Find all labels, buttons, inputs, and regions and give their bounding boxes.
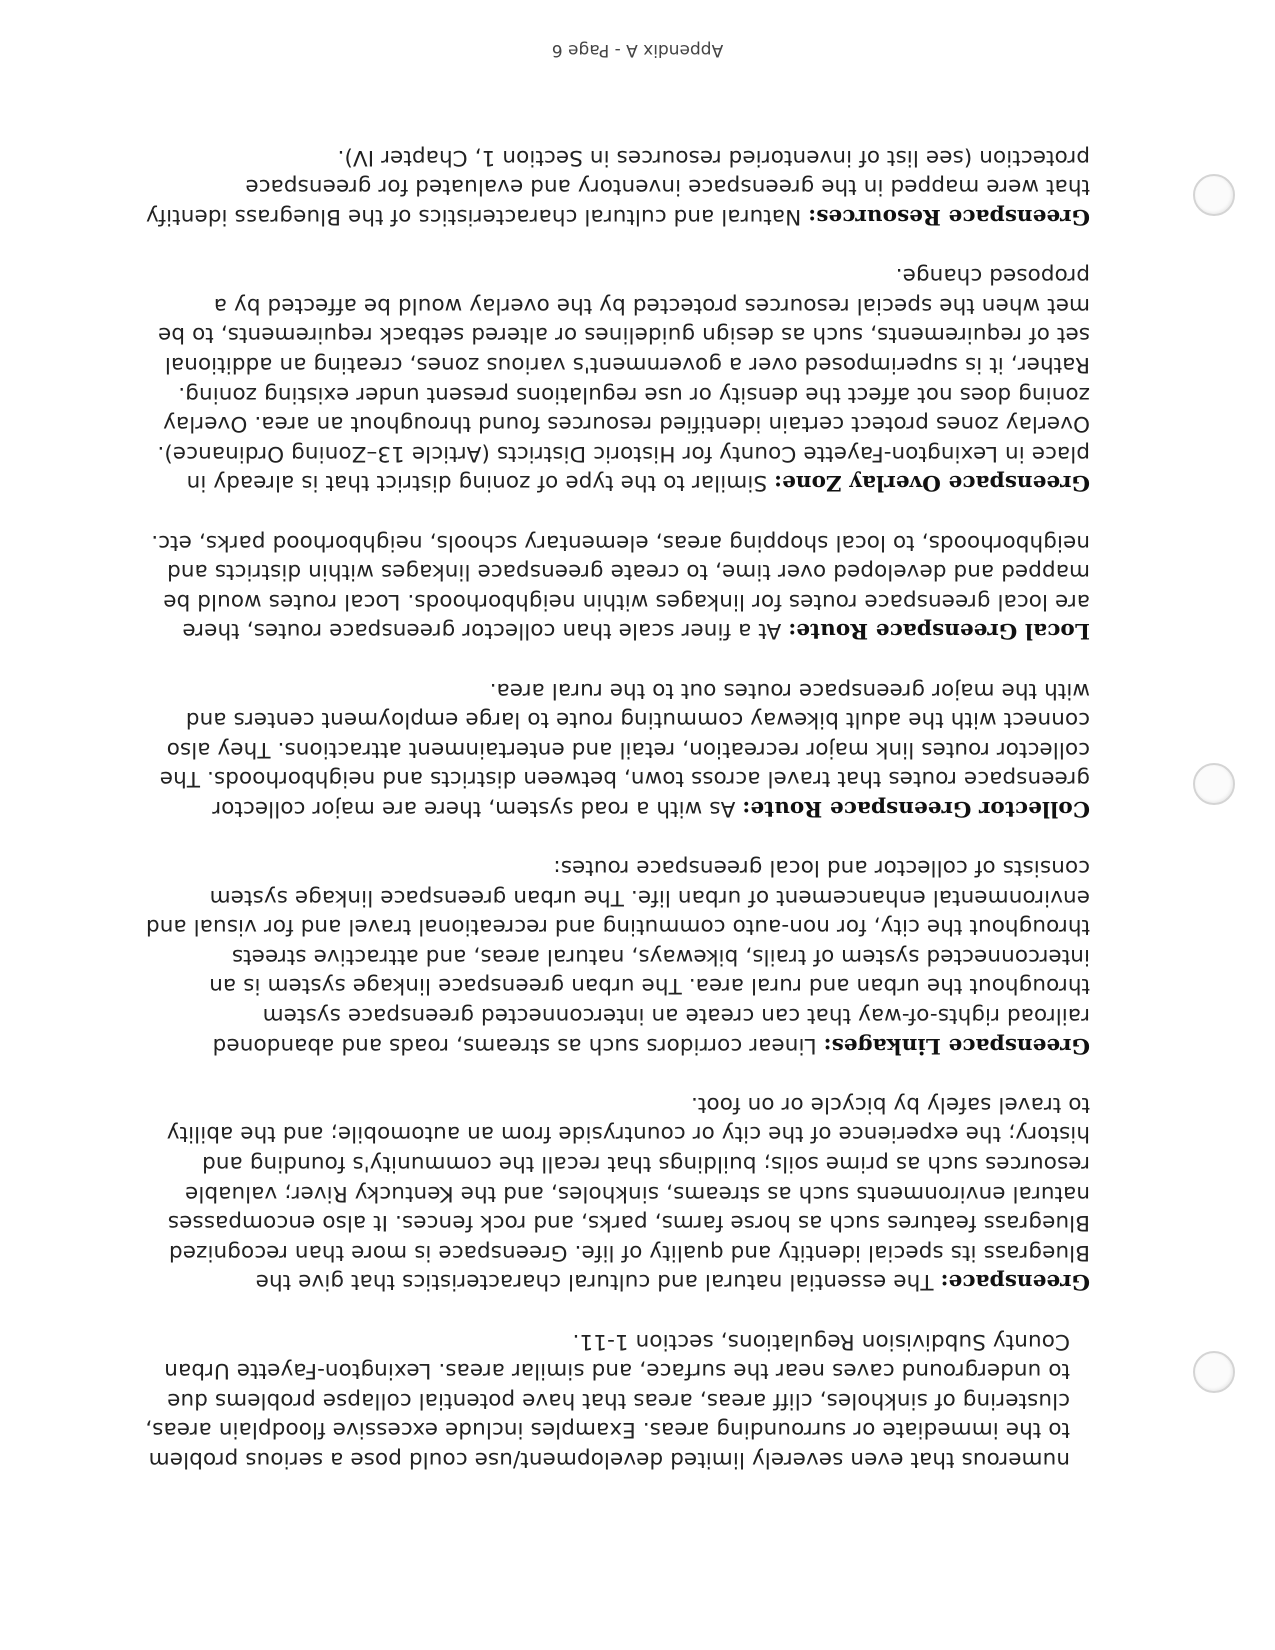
definition-text: The essential natural and cultural characteristics that give the Bluegrass its special identity and quality of life. Greenspace is more than recognized Bluegrass features such as horse farms, parks, and rock fences. It also encompasses natural environments such as streams, sinkholes, and the Kentucky River; valuable resources such as prime soils; buildings that recall the community's founding and history; the experience of the city or countryside from an automobile; and the ability to travel safely by bicycle or on foot. [166,1091,1090,1295]
definition-text: At a finer scale than collector greenspace routes, there are local greenspace routes for linkages within neighborhoods. Local routes would be mapped and developed over time, to create greenspace linkages within districts and neighborhoods, to local shopping areas, elementary schools, neighborhood parks, etc. [151,529,1090,644]
page-body [145,113,1090,1474]
definition-overlay-zone [145,261,1090,498]
definition-text: As with a road system, there are major collector greenspace routes that travel across town, between districts and neighborhoods. The collector routes link major recreation, retail and entertainment attractions. They also connect with the adult bikeway commuting route to large employment centers and with the major greenspace routes out to the rural area. [159,677,1090,821]
definition-greenspace-linkages [145,853,1090,1060]
definition-term: Local Greenspace Route: [788,618,1090,644]
definition-term: Collector Greenspace Route: [742,795,1090,821]
definition-greenspace [145,1089,1090,1296]
page-footer: Appendix A - Page 6 [551,40,724,60]
definition-term: Greenspace Linkages: [823,1032,1090,1058]
definition-greenspace-resources [145,142,1090,231]
definition-term: Greenspace: [940,1269,1090,1295]
definition-local-route [145,527,1090,645]
binder-hole-top [1193,174,1235,216]
binder-hole-bottom [1193,1351,1235,1393]
binder-hole-middle [1193,763,1235,805]
definition-text: Natural and cultural characteristics of the Bluegrass identify that were mapped in the greenspace inventory and evaluated for greenspace protection (see list of inventoried resources in Section 1, Chapter IV). [145,144,1090,230]
continuation-paragraph: numerous that even severely limited development/use could pose a serious problem to the immediate or surrounding areas. Examples include excessive floodplain areas, clustering of sinkholes, cliff areas, areas that have potential collapse problems due to underground caves near the surface, and similar areas. Lexington-Fayette Urban County Subdivision Regulations, section 1-11. [145,1328,1070,1472]
definition-term: Greenspace Overlay Zone: [774,470,1090,496]
definition-collector-route [145,675,1090,823]
definition-term: Greenspace Resources: [808,204,1090,230]
definition-text: Linear corridors such as streams, roads and abandoned railroad rights-of-way that can create an interconnected greenspace system throughout the urban and rural area. The urban greenspace linkage system is an interconnected system of trails, bikeways, natural areas, and attractive streets throughout the city, for non-auto commuting and recreational travel and for visual and environmental enhancement of urban life. The urban greenspace linkage system consists of collector and local greenspace routes: [145,855,1090,1058]
definition-text: Similar to the type of zoning district that is already in place in Lexington-Fayette County for Historic Districts (Article 13–Zoning Ordinance). Overlay zones protect certain identified resources found throughout an area. Overlay zoning does not affect the density or use regulations present under existing zoning. Rather, it is superimposed over a government's various zones, creating an additional set of requirements, such as design guidelines or altered setback requirements, to be met when the special resources protected by the overlay would be affected by a proposed change. [157,263,1090,496]
